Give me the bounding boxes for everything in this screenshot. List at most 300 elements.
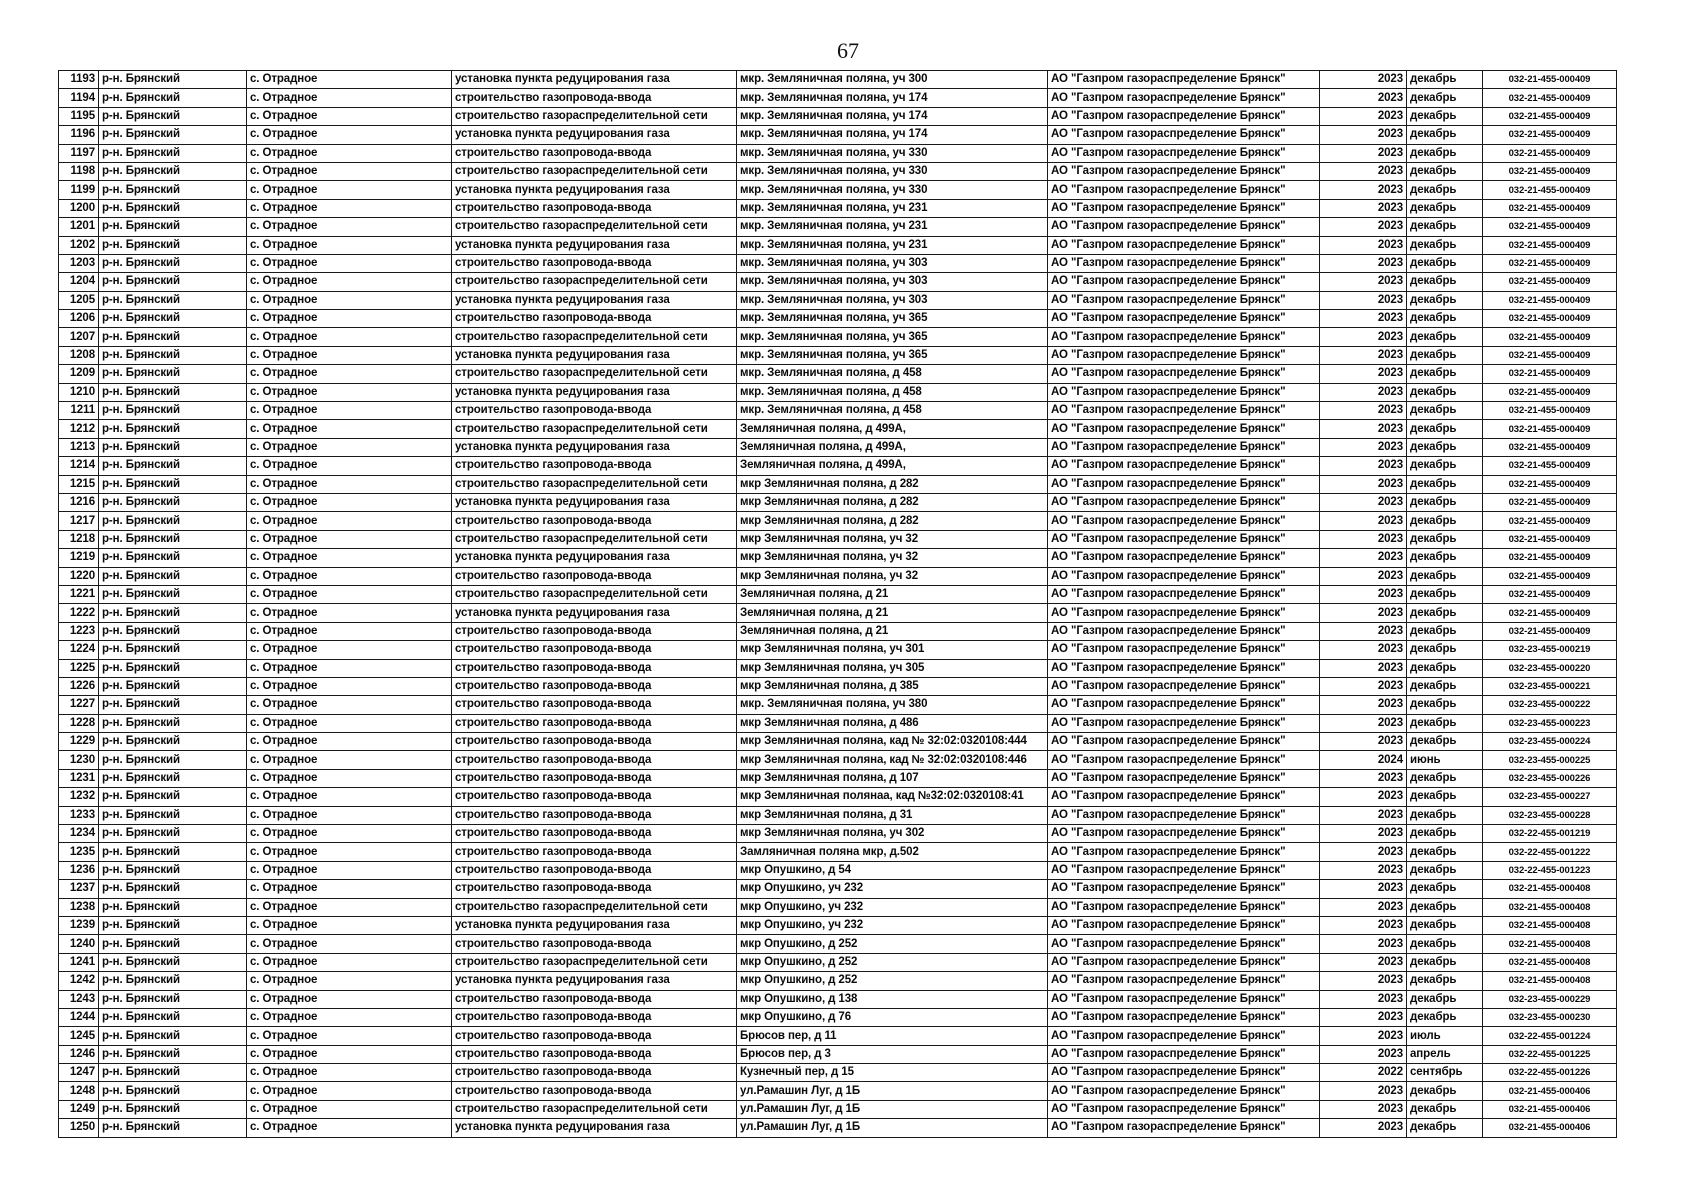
month-cell: декабрь: [1407, 953, 1483, 971]
organization-cell: АО "Газпром газораспределение Брянск": [1048, 144, 1320, 162]
organization-cell: АО "Газпром газораспределение Брянск": [1048, 585, 1320, 603]
address-cell: мкр Земляничная поляна, д 385: [737, 677, 1048, 695]
district-cell: р-н. Брянский: [99, 346, 247, 364]
settlement-cell: с. Отрадное: [247, 383, 452, 401]
month-cell: декабрь: [1407, 236, 1483, 254]
organization-cell: АО "Газпром газораспределение Брянск": [1048, 438, 1320, 456]
address-cell: мкр. Земляничная поляна, д 458: [737, 365, 1048, 383]
row-number-cell: 1239: [59, 916, 99, 934]
year-cell: 2023: [1320, 89, 1407, 107]
program-code-cell: 032-22-455-001219: [1483, 825, 1617, 843]
organization-cell: АО "Газпром газораспределение Брянск": [1048, 1119, 1320, 1137]
year-cell: 2023: [1320, 1119, 1407, 1137]
work-type-cell: строительство газопровода-ввода: [452, 788, 737, 806]
year-cell: 2022: [1320, 1064, 1407, 1082]
year-cell: 2023: [1320, 604, 1407, 622]
program-code-cell: 032-23-455-000226: [1483, 769, 1617, 787]
year-cell: 2023: [1320, 1082, 1407, 1100]
month-cell: декабрь: [1407, 420, 1483, 438]
organization-cell: АО "Газпром газораспределение Брянск": [1048, 71, 1320, 89]
month-cell: декабрь: [1407, 567, 1483, 585]
work-type-cell: строительство газораспределительной сети: [452, 530, 737, 548]
settlement-cell: с. Отрадное: [247, 549, 452, 567]
table-row: [59, 512, 1617, 530]
settlement-cell: с. Отрадное: [247, 751, 452, 769]
year-cell: 2023: [1320, 126, 1407, 144]
district-cell: р-н. Брянский: [99, 402, 247, 420]
table-row: [59, 788, 1617, 806]
row-number-cell: 1228: [59, 714, 99, 732]
organization-cell: АО "Газпром газораспределение Брянск": [1048, 990, 1320, 1008]
row-number-cell: 1244: [59, 1008, 99, 1026]
organization-cell: АО "Газпром газораспределение Брянск": [1048, 254, 1320, 272]
settlement-cell: с. Отрадное: [247, 916, 452, 934]
month-cell: декабрь: [1407, 328, 1483, 346]
district-cell: р-н. Брянский: [99, 218, 247, 236]
table-row: [59, 199, 1617, 217]
table-row: [59, 677, 1617, 695]
month-cell: декабрь: [1407, 181, 1483, 199]
address-cell: мкр Земляничная полянаа, кад №32:02:0320108:41: [737, 788, 1048, 806]
district-cell: р-н. Брянский: [99, 1064, 247, 1082]
program-code-cell: 032-21-455-000409: [1483, 89, 1617, 107]
month-cell: декабрь: [1407, 880, 1483, 898]
year-cell: 2023: [1320, 733, 1407, 751]
settlement-cell: с. Отрадное: [247, 953, 452, 971]
year-cell: 2023: [1320, 806, 1407, 824]
year-cell: 2023: [1320, 861, 1407, 879]
program-code-cell: 032-21-455-000409: [1483, 181, 1617, 199]
work-type-cell: установка пункта редуцирования газа: [452, 438, 737, 456]
settlement-cell: с. Отрадное: [247, 365, 452, 383]
year-cell: 2023: [1320, 641, 1407, 659]
program-code-cell: 032-21-455-000409: [1483, 254, 1617, 272]
organization-cell: АО "Газпром газораспределение Брянск": [1048, 530, 1320, 548]
table-row: [59, 567, 1617, 585]
organization-cell: АО "Газпром газораспределение Брянск": [1048, 493, 1320, 511]
district-cell: р-н. Брянский: [99, 549, 247, 567]
work-type-cell: строительство газопровода-ввода: [452, 677, 737, 695]
month-cell: декабрь: [1407, 457, 1483, 475]
month-cell: декабрь: [1407, 273, 1483, 291]
month-cell: декабрь: [1407, 604, 1483, 622]
work-type-cell: строительство газопровода-ввода: [452, 861, 737, 879]
settlement-cell: с. Отрадное: [247, 585, 452, 603]
month-cell: декабрь: [1407, 126, 1483, 144]
year-cell: 2023: [1320, 162, 1407, 180]
table-row: [59, 953, 1617, 971]
address-cell: мкр. Земляничная поляна, уч 330: [737, 162, 1048, 180]
year-cell: 2023: [1320, 898, 1407, 916]
year-cell: 2023: [1320, 677, 1407, 695]
settlement-cell: с. Отрадное: [247, 402, 452, 420]
settlement-cell: с. Отрадное: [247, 880, 452, 898]
month-cell: июнь: [1407, 751, 1483, 769]
organization-cell: АО "Газпром газораспределение Брянск": [1048, 880, 1320, 898]
organization-cell: АО "Газпром газораспределение Брянск": [1048, 291, 1320, 309]
district-cell: р-н. Брянский: [99, 659, 247, 677]
address-cell: Земляничная поляна, д 499А,: [737, 420, 1048, 438]
table-row: [59, 162, 1617, 180]
address-cell: ул.Рамашин Луг, д 1Б: [737, 1119, 1048, 1137]
table-row: [59, 549, 1617, 567]
address-cell: Брюсов пер, д 11: [737, 1027, 1048, 1045]
district-cell: р-н. Брянский: [99, 273, 247, 291]
year-cell: 2023: [1320, 953, 1407, 971]
district-cell: р-н. Брянский: [99, 604, 247, 622]
organization-cell: АО "Газпром газораспределение Брянск": [1048, 641, 1320, 659]
district-cell: р-н. Брянский: [99, 641, 247, 659]
address-cell: мкр. Земляничная поляна, уч 303: [737, 291, 1048, 309]
organization-cell: АО "Газпром газораспределение Брянск": [1048, 89, 1320, 107]
work-type-cell: строительство газораспределительной сети: [452, 898, 737, 916]
district-cell: р-н. Брянский: [99, 457, 247, 475]
settlement-cell: с. Отрадное: [247, 1100, 452, 1118]
program-code-cell: 032-21-455-000409: [1483, 493, 1617, 511]
row-number-cell: 1225: [59, 659, 99, 677]
month-cell: сентябрь: [1407, 1064, 1483, 1082]
address-cell: мкр Опушкино, д 252: [737, 972, 1048, 990]
organization-cell: АО "Газпром газораспределение Брянск": [1048, 953, 1320, 971]
table-row: [59, 843, 1617, 861]
address-cell: мкр Земляничная поляна, уч 302: [737, 825, 1048, 843]
row-number-cell: 1209: [59, 365, 99, 383]
settlement-cell: с. Отрадное: [247, 530, 452, 548]
month-cell: декабрь: [1407, 843, 1483, 861]
row-number-cell: 1241: [59, 953, 99, 971]
address-cell: мкр Земляничная поляна, кад № 32:02:0320108:446: [737, 751, 1048, 769]
row-number-cell: 1242: [59, 972, 99, 990]
year-cell: 2023: [1320, 402, 1407, 420]
settlement-cell: с. Отрадное: [247, 843, 452, 861]
row-number-cell: 1214: [59, 457, 99, 475]
month-cell: декабрь: [1407, 512, 1483, 530]
settlement-cell: с. Отрадное: [247, 126, 452, 144]
work-type-cell: установка пункта редуцирования газа: [452, 291, 737, 309]
organization-cell: АО "Газпром газораспределение Брянск": [1048, 567, 1320, 585]
month-cell: декабрь: [1407, 806, 1483, 824]
work-type-cell: строительство газораспределительной сети: [452, 273, 737, 291]
year-cell: 2023: [1320, 383, 1407, 401]
settlement-cell: с. Отрадное: [247, 144, 452, 162]
address-cell: мкр Земляничная поляна, уч 305: [737, 659, 1048, 677]
program-code-cell: 032-21-455-000409: [1483, 126, 1617, 144]
settlement-cell: с. Отрадное: [247, 1082, 452, 1100]
district-cell: р-н. Брянский: [99, 935, 247, 953]
program-code-cell: 032-21-455-000408: [1483, 972, 1617, 990]
work-type-cell: строительство газораспределительной сети: [452, 162, 737, 180]
address-cell: Земляничная поляна, д 21: [737, 585, 1048, 603]
row-number-cell: 1234: [59, 825, 99, 843]
row-number-cell: 1203: [59, 254, 99, 272]
row-number-cell: 1212: [59, 420, 99, 438]
district-cell: р-н. Брянский: [99, 953, 247, 971]
month-cell: декабрь: [1407, 1119, 1483, 1137]
program-code-cell: 032-21-455-000409: [1483, 622, 1617, 640]
program-code-cell: 032-21-455-000409: [1483, 107, 1617, 125]
month-cell: декабрь: [1407, 1100, 1483, 1118]
organization-cell: АО "Газпром газораспределение Брянск": [1048, 328, 1320, 346]
year-cell: 2023: [1320, 916, 1407, 934]
district-cell: р-н. Брянский: [99, 236, 247, 254]
program-code-cell: 032-21-455-000409: [1483, 162, 1617, 180]
year-cell: 2023: [1320, 218, 1407, 236]
work-type-cell: строительство газопровода-ввода: [452, 567, 737, 585]
work-type-cell: строительство газораспределительной сети: [452, 585, 737, 603]
table-row: [59, 733, 1617, 751]
row-number-cell: 1208: [59, 346, 99, 364]
program-code-cell: 032-22-455-001223: [1483, 861, 1617, 879]
address-cell: мкр. Земляничная поляна, уч 380: [737, 696, 1048, 714]
year-cell: 2023: [1320, 935, 1407, 953]
address-cell: мкр. Земляничная поляна, уч 330: [737, 144, 1048, 162]
row-number-cell: 1193: [59, 71, 99, 89]
year-cell: 2023: [1320, 107, 1407, 125]
organization-cell: АО "Газпром газораспределение Брянск": [1048, 714, 1320, 732]
district-cell: р-н. Брянский: [99, 622, 247, 640]
program-code-cell: 032-21-455-000409: [1483, 475, 1617, 493]
table-row: [59, 144, 1617, 162]
district-cell: р-н. Брянский: [99, 199, 247, 217]
month-cell: декабрь: [1407, 788, 1483, 806]
organization-cell: АО "Газпром газораспределение Брянск": [1048, 751, 1320, 769]
district-cell: р-н. Брянский: [99, 714, 247, 732]
year-cell: 2023: [1320, 549, 1407, 567]
year-cell: 2023: [1320, 236, 1407, 254]
settlement-cell: с. Отрадное: [247, 1008, 452, 1026]
district-cell: р-н. Брянский: [99, 291, 247, 309]
organization-cell: АО "Газпром газораспределение Брянск": [1048, 935, 1320, 953]
work-type-cell: строительство газопровода-ввода: [452, 402, 737, 420]
address-cell: Земляничная поляна, д 499А,: [737, 438, 1048, 456]
month-cell: декабрь: [1407, 438, 1483, 456]
month-cell: декабрь: [1407, 972, 1483, 990]
district-cell: р-н. Брянский: [99, 1027, 247, 1045]
table-row: [59, 825, 1617, 843]
district-cell: р-н. Брянский: [99, 733, 247, 751]
row-number-cell: 1240: [59, 935, 99, 953]
year-cell: 2023: [1320, 328, 1407, 346]
month-cell: декабрь: [1407, 475, 1483, 493]
register-rows: [59, 71, 1617, 1138]
organization-cell: АО "Газпром газораспределение Брянск": [1048, 549, 1320, 567]
address-cell: мкр Земляничная поляна, уч 32: [737, 567, 1048, 585]
month-cell: декабрь: [1407, 144, 1483, 162]
organization-cell: АО "Газпром газораспределение Брянск": [1048, 199, 1320, 217]
settlement-cell: с. Отрадное: [247, 714, 452, 732]
district-cell: р-н. Брянский: [99, 383, 247, 401]
year-cell: 2023: [1320, 585, 1407, 603]
work-type-cell: строительство газораспределительной сети: [452, 475, 737, 493]
program-code-cell: 032-21-455-000409: [1483, 346, 1617, 364]
month-cell: декабрь: [1407, 769, 1483, 787]
row-number-cell: 1195: [59, 107, 99, 125]
district-cell: р-н. Брянский: [99, 880, 247, 898]
year-cell: 2023: [1320, 71, 1407, 89]
district-cell: р-н. Брянский: [99, 162, 247, 180]
row-number-cell: 1237: [59, 880, 99, 898]
register-table: [58, 70, 1617, 1138]
settlement-cell: с. Отрадное: [247, 162, 452, 180]
program-code-cell: 032-21-455-000409: [1483, 365, 1617, 383]
work-type-cell: строительство газопровода-ввода: [452, 310, 737, 328]
table-row: [59, 383, 1617, 401]
table-row: [59, 107, 1617, 125]
work-type-cell: строительство газораспределительной сети: [452, 953, 737, 971]
settlement-cell: с. Отрадное: [247, 328, 452, 346]
row-number-cell: 1246: [59, 1045, 99, 1063]
table-row: [59, 935, 1617, 953]
work-type-cell: установка пункта редуцирования газа: [452, 346, 737, 364]
district-cell: р-н. Брянский: [99, 843, 247, 861]
settlement-cell: с. Отрадное: [247, 677, 452, 695]
organization-cell: АО "Газпром газораспределение Брянск": [1048, 365, 1320, 383]
table-row: [59, 861, 1617, 879]
address-cell: мкр. Земляничная поляна, уч 365: [737, 310, 1048, 328]
table-row: [59, 218, 1617, 236]
organization-cell: АО "Газпром газораспределение Брянск": [1048, 420, 1320, 438]
row-number-cell: 1210: [59, 383, 99, 401]
settlement-cell: с. Отрадное: [247, 475, 452, 493]
settlement-cell: с. Отрадное: [247, 604, 452, 622]
row-number-cell: 1220: [59, 567, 99, 585]
address-cell: мкр. Земляничная поляна, уч 174: [737, 107, 1048, 125]
organization-cell: АО "Газпром газораспределение Брянск": [1048, 788, 1320, 806]
district-cell: р-н. Брянский: [99, 512, 247, 530]
settlement-cell: с. Отрадное: [247, 659, 452, 677]
row-number-cell: 1216: [59, 493, 99, 511]
organization-cell: АО "Газпром газораспределение Брянск": [1048, 806, 1320, 824]
work-type-cell: строительство газопровода-ввода: [452, 457, 737, 475]
year-cell: 2023: [1320, 512, 1407, 530]
row-number-cell: 1227: [59, 696, 99, 714]
month-cell: декабрь: [1407, 402, 1483, 420]
program-code-cell: 032-21-455-000408: [1483, 953, 1617, 971]
year-cell: 2023: [1320, 457, 1407, 475]
address-cell: мкр. Земляничная поляна, уч 231: [737, 218, 1048, 236]
row-number-cell: 1199: [59, 181, 99, 199]
settlement-cell: с. Отрадное: [247, 346, 452, 364]
district-cell: р-н. Брянский: [99, 328, 247, 346]
address-cell: мкр. Земляничная поляна, уч 303: [737, 273, 1048, 291]
district-cell: р-н. Брянский: [99, 438, 247, 456]
address-cell: Земляничная поляна, д 21: [737, 604, 1048, 622]
month-cell: декабрь: [1407, 733, 1483, 751]
row-number-cell: 1232: [59, 788, 99, 806]
work-type-cell: строительство газопровода-ввода: [452, 806, 737, 824]
month-cell: декабрь: [1407, 1082, 1483, 1100]
year-cell: 2023: [1320, 438, 1407, 456]
row-number-cell: 1200: [59, 199, 99, 217]
district-cell: р-н. Брянский: [99, 420, 247, 438]
organization-cell: АО "Газпром газораспределение Брянск": [1048, 310, 1320, 328]
settlement-cell: с. Отрадное: [247, 310, 452, 328]
year-cell: 2023: [1320, 346, 1407, 364]
organization-cell: АО "Газпром газораспределение Брянск": [1048, 916, 1320, 934]
year-cell: 2023: [1320, 199, 1407, 217]
row-number-cell: 1221: [59, 585, 99, 603]
work-type-cell: строительство газопровода-ввода: [452, 1045, 737, 1063]
work-type-cell: установка пункта редуцирования газа: [452, 126, 737, 144]
work-type-cell: строительство газопровода-ввода: [452, 622, 737, 640]
program-code-cell: 032-21-455-000409: [1483, 402, 1617, 420]
page-number: 67: [837, 38, 859, 63]
program-code-cell: 032-23-455-000228: [1483, 806, 1617, 824]
table-row: [59, 769, 1617, 787]
row-number-cell: 1236: [59, 861, 99, 879]
year-cell: 2023: [1320, 769, 1407, 787]
organization-cell: АО "Газпром газораспределение Брянск": [1048, 273, 1320, 291]
year-cell: 2023: [1320, 530, 1407, 548]
organization-cell: АО "Газпром газораспределение Брянск": [1048, 733, 1320, 751]
row-number-cell: 1223: [59, 622, 99, 640]
district-cell: р-н. Брянский: [99, 475, 247, 493]
table-row: [59, 641, 1617, 659]
month-cell: декабрь: [1407, 530, 1483, 548]
address-cell: мкр Земляничная поляна, д 107: [737, 769, 1048, 787]
district-cell: р-н. Брянский: [99, 898, 247, 916]
row-number-cell: 1215: [59, 475, 99, 493]
program-code-cell: 032-21-455-000409: [1483, 71, 1617, 89]
work-type-cell: установка пункта редуцирования газа: [452, 549, 737, 567]
settlement-cell: с. Отрадное: [247, 733, 452, 751]
address-cell: ул.Рамашин Луг, д 1Б: [737, 1100, 1048, 1118]
settlement-cell: с. Отрадное: [247, 107, 452, 125]
year-cell: 2023: [1320, 310, 1407, 328]
table-row: [59, 972, 1617, 990]
month-cell: декабрь: [1407, 162, 1483, 180]
address-cell: Кузнечный пер, д 15: [737, 1064, 1048, 1082]
work-type-cell: установка пункта редуцирования газа: [452, 383, 737, 401]
month-cell: декабрь: [1407, 641, 1483, 659]
month-cell: апрель: [1407, 1045, 1483, 1063]
month-cell: июль: [1407, 1027, 1483, 1045]
month-cell: декабрь: [1407, 825, 1483, 843]
organization-cell: АО "Газпром газораспределение Брянск": [1048, 1064, 1320, 1082]
row-number-cell: 1231: [59, 769, 99, 787]
organization-cell: АО "Газпром газораспределение Брянск": [1048, 604, 1320, 622]
district-cell: р-н. Брянский: [99, 1045, 247, 1063]
address-cell: мкр Земляничная поляна, кад № 32:02:0320108:444: [737, 733, 1048, 751]
row-number-cell: 1235: [59, 843, 99, 861]
row-number-cell: 1217: [59, 512, 99, 530]
address-cell: мкр. Земляничная поляна, уч 231: [737, 199, 1048, 217]
table-row: [59, 806, 1617, 824]
work-type-cell: установка пункта редуцирования газа: [452, 181, 737, 199]
row-number-cell: 1247: [59, 1064, 99, 1082]
year-cell: 2023: [1320, 273, 1407, 291]
row-number-cell: 1196: [59, 126, 99, 144]
address-cell: мкр. Земляничная поляна, уч 174: [737, 126, 1048, 144]
address-cell: мкр. Земляничная поляна, д 458: [737, 383, 1048, 401]
row-number-cell: 1213: [59, 438, 99, 456]
settlement-cell: с. Отрадное: [247, 438, 452, 456]
row-number-cell: 1197: [59, 144, 99, 162]
district-cell: р-н. Брянский: [99, 916, 247, 934]
address-cell: мкр. Земляничная поляна, уч 303: [737, 254, 1048, 272]
district-cell: р-н. Брянский: [99, 567, 247, 585]
district-cell: р-н. Брянский: [99, 825, 247, 843]
row-number-cell: 1226: [59, 677, 99, 695]
program-code-cell: 032-21-455-000409: [1483, 457, 1617, 475]
table-row: [59, 1008, 1617, 1026]
work-type-cell: установка пункта редуцирования газа: [452, 493, 737, 511]
district-cell: р-н. Брянский: [99, 788, 247, 806]
row-number-cell: 1194: [59, 89, 99, 107]
settlement-cell: с. Отрадное: [247, 696, 452, 714]
program-code-cell: 032-21-455-000406: [1483, 1100, 1617, 1118]
settlement-cell: с. Отрадное: [247, 420, 452, 438]
